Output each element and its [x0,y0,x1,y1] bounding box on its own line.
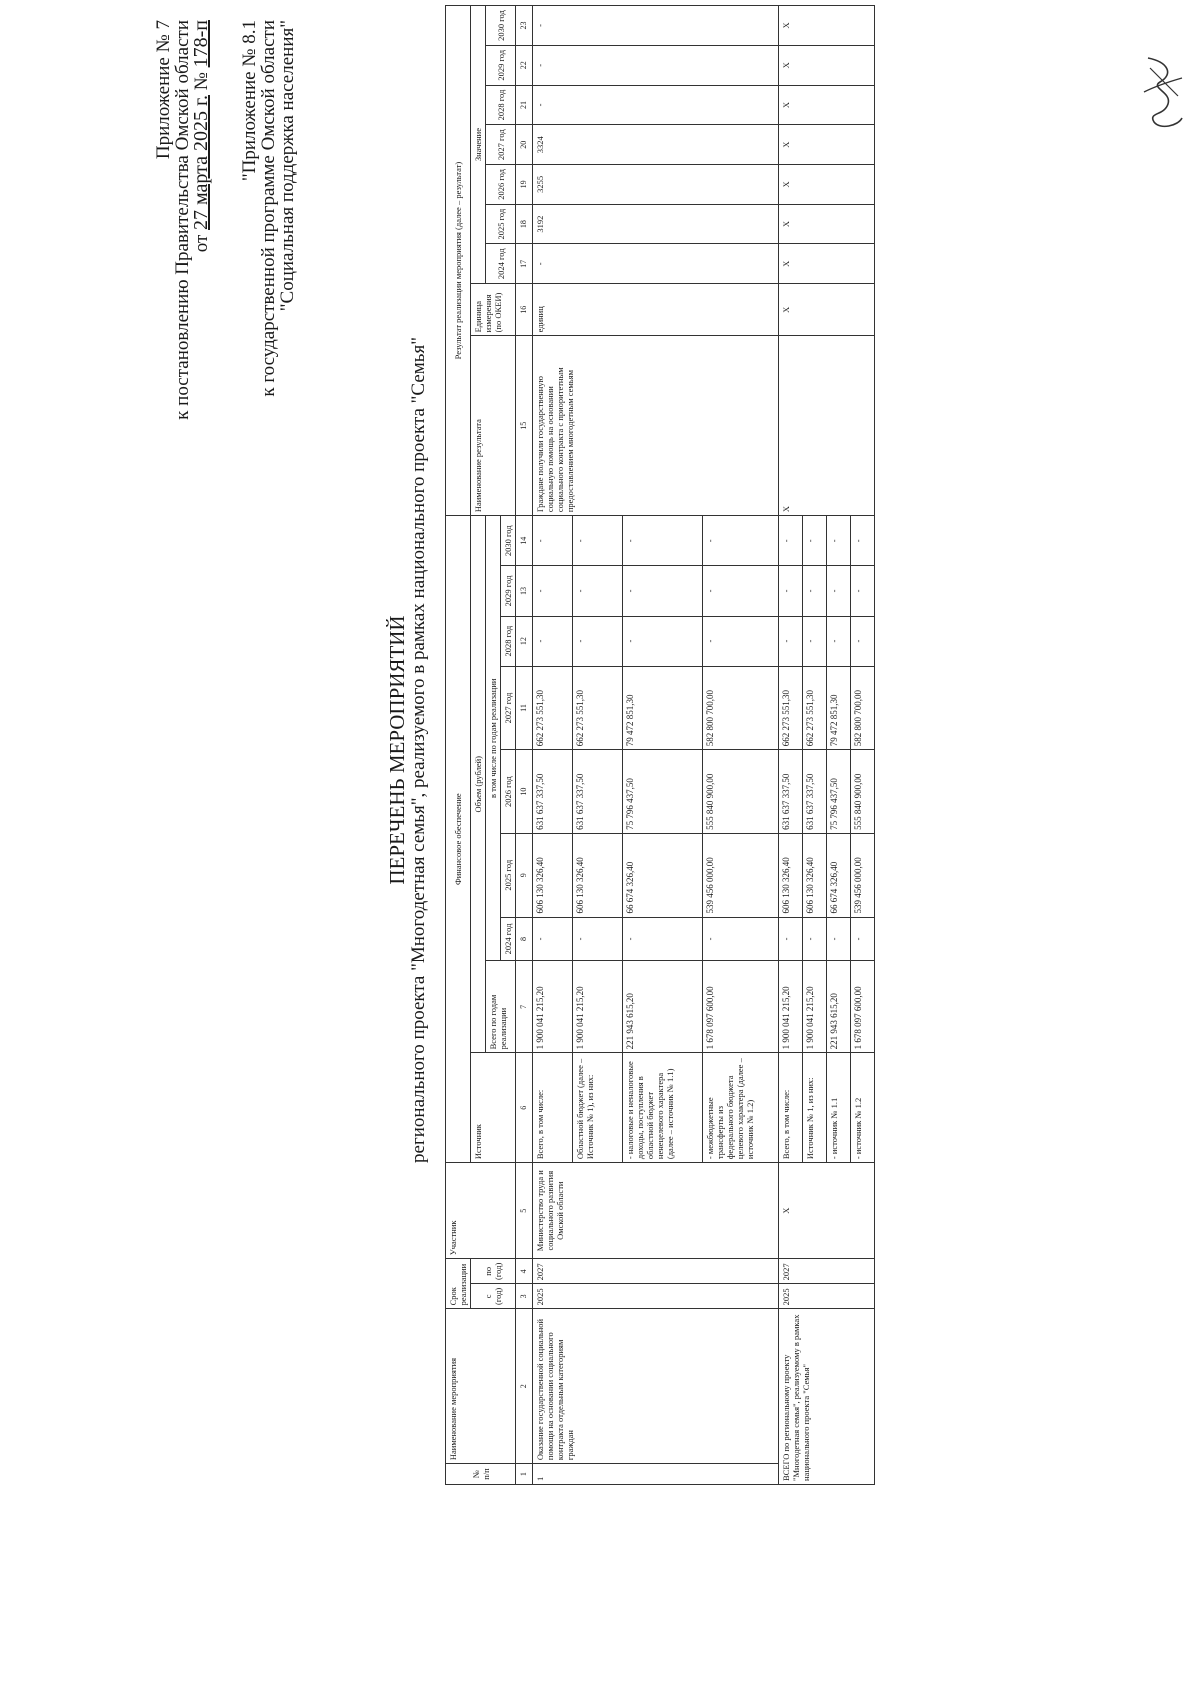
appendix-date-line: от 27 марта 2025 г. № 178-п [190,20,212,253]
col-period-header: Срок реализации [446,1259,471,1309]
source-cell: - источник № 1.2 [851,1053,875,1163]
event-to: 2027 [533,1259,779,1284]
source-cell: - источник № 1.1 [827,1053,851,1163]
col-total-header: Всего по годам реализации [486,961,516,1053]
header-row-4: 2024 год 2025 год 2026 год 2027 год 2028 год 2029 год 2030 год [501,6,516,1485]
appendix-date: 27 марта 2025 г. [190,95,212,230]
col-value-header: Значение [471,6,486,284]
header-row-2: с (год) по (год) Источник Объем (рублей) Наименование результата Единица измерения (по ОКЕИ) Значение [471,6,486,1485]
source-cell: - межбюджетные трансферты из федерального бюджета целевого характера (далее – источник № 1.2) [703,1053,779,1163]
source-cell: Всего, в том числе: [779,1053,803,1163]
appendix-number-value: 178-п [190,20,212,68]
event-from: 2025 [533,1284,779,1309]
resolution-appendix-header [154,20,211,420]
appendix-number: Приложение № 7 [153,20,174,160]
table-row: 1 Оказание государственной социальной помощи на основании социального контракта отдельным категориям граждан 2025 2027 Министерство труда и социального развития Омской области Всего, в том числе: 1 900 041 215,20 - 606 130 326,40 631 637 337,50 662 273 551,30 - - - Граждане получили государственную социальную помощь на основании социального контракта с приоритетным предоставлением многодетным семьям единиц - 3192 3255 3324 - - - [533,6,573,1485]
event-participant: Министерство труда и социального развития Омской области [533,1163,779,1259]
col-num-header: № п/п [446,1464,516,1485]
document-sheet [140,0,1200,1500]
col-financing-header: Финансовое обеспечение [446,516,471,1163]
col-volume-header: Объем (рублей) [471,516,486,1053]
source-cell: Источник № 1, из них: [803,1053,827,1163]
col-source-header: Источник [471,1053,516,1163]
col-by-years-header: в том числе по годам реализации [486,516,501,961]
event-num: 1 [533,1464,779,1485]
col-participant-header: Участник [446,1163,516,1259]
title-main: ПЕРЕЧЕНЬ МЕРОПРИЯТИЙ [385,615,409,885]
appendix-resolution-line: к постановлению Правительства Омской области [172,20,193,420]
event-result-name: Граждане получили государственную социальную помощь на основании социального контракта с приоритетным предоставлением многодетным семьям [533,336,779,516]
source-cell: - налоговые и неналоговые доходы, поступления в областной бюджет ненецелевого характера (далее – источник № 1.1) [623,1053,703,1163]
table-row: Областной бюджет (далее – Источник № 1), из них: 1 900 041 215,20 - 606 130 326,40 631 637 337,50 662 273 551,30 - - - [573,6,623,1485]
header-row-1 [446,6,471,1485]
title-sub: регионального проекта "Многодетная семья", реализуемого в рамках национального проекта "Семья" [408,337,429,1163]
document-title [386,0,430,1500]
total-name: ВСЕГО по региональному проекту "Многодетная семья", реализуемому в рамках национального проекта "Семья" [779,1309,875,1485]
program-appendix-header: "Приложение № 8.1 к государственной программе Омской области "Социальная поддержка населения" [239,20,298,397]
col-event-name-header: Наименование мероприятия [446,1309,516,1464]
events-table [445,5,875,1485]
event-name: Оказание государственной социальной помощи на основании социального контракта отдельным категориям граждан [533,1309,779,1464]
column-numbers-row: 1 2 3 4 5 6 7 8 9 10 11 12 13 14 15 16 17 18 19 20 21 22 23 [516,6,533,1485]
table-row: Источник № 1, из них: 1 900 041 215,20 - 606 130 326,40 631 637 337,50 662 273 551,30 - - - [803,6,827,1485]
table-row: - источник № 1.1 221 943 615,20 - 66 674 326,40 75 796 437,50 79 472 851,30 - - - [827,6,851,1485]
table-row: ВСЕГО по региональному проекту "Многодетная семья", реализуемому в рамках национального проекта "Семья" 2025 2027 Х Всего, в том числе: 1 900 041 215,20 - 606 130 326,40 631 637 337,50 662 273 551,30 - - - Х Х Х Х Х Х Х Х Х [779,6,803,1485]
table-row: - источник № 1.2 1 678 097 600,00 - 539 456 000,00 555 840 900,00 582 800 700,00 - - - [851,6,875,1485]
table-row: - межбюджетные трансферты из федерального бюджета целевого характера (далее – источник № 1.2) 1 678 097 600,00 - 539 456 000,00 555 840 900,00 582 800 700,00 - - - [703,6,779,1485]
source-cell: Областной бюджет (далее – Источник № 1), из них: [573,1053,623,1163]
col-result-name-header: Наименование результата [471,336,516,516]
col-result-header: Результат реализации мероприятия (далее – результат) [446,6,471,516]
event-unit: единиц [533,284,779,336]
table-row: - налоговые и неналоговые доходы, поступления в областной бюджет ненецелевого характера (далее – источник № 1.1) 221 943 615,20 - 66 674 326,40 75 796 437,50 79 472 851,30 - - - [623,6,703,1485]
source-cell: Всего, в том числе: [533,1053,573,1163]
col-unit-header: Единица измерения (по ОКЕИ) [471,284,516,336]
header-row-3: Всего по годам реализации в том числе по годам реализации 2024 год 2025 год 2026 год 2027 год 2028 год 2029 год 2030 год [486,6,501,1485]
